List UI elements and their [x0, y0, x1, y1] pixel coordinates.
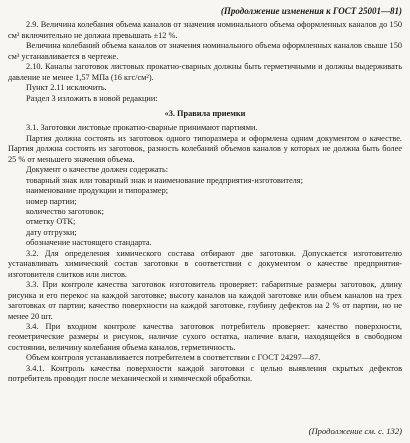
clause-3-1: 3.1. Заготовки листовые прокатно-сварные принимают партиями. — [26, 123, 258, 133]
quality-doc-item: обозначение настоящего стандарта. — [26, 238, 152, 248]
section-title: «3. Правила приемки — [164, 108, 246, 118]
continuation-header: (Продолжение изменения к ГОСТ 25001—81) — [220, 6, 402, 16]
section-3-intro: Раздел 3 изложить в новой редакции: — [26, 93, 158, 103]
clause-3-4-scope: Объем контроля устанавливается потребителем в соответствии с ГОСТ 24297—87. — [26, 353, 321, 363]
quality-doc-item: наименование продукции и типоразмер; — [26, 186, 169, 196]
clause-3-4-1: 3.4.1. Контроль качества поверхности каждой заготовки с целью выявления скрытых дефектов потребитель проводит после механической и химической обработки. — [8, 363, 402, 384]
paragraph-2-10: 2.10. Каналы заготовок листовых прокатно-сварных должны быть герметичными и должны выдерживать давление не менее 1,57 МПа (16 кгс/см²). — [8, 62, 402, 82]
paragraph-2-9-note: Величина колебаний объема каналов от значения номинального объема оформленных каналов свыше 150 см³ устанавливается в чертеже. — [8, 41, 402, 61]
continuation-footer: (Продолжение см. с. 132) — [308, 426, 402, 437]
quality-doc-item: номер партии; — [26, 196, 77, 206]
quality-doc-intro: Документ о качестве должен содержать: — [26, 165, 169, 175]
clause-3-3: 3.3. При контроле качества заготовок изготовитель проверяет: габаритные размеры заготовок, длину рисунка и его перекос на каждой заготовке; высоту каналов на каждой заготовке или объем каналов на трех заготовках от партии; качество поверхности на каждой заготовке, глубину дефектов на 2 % от партии, но не менее 20 шт. — [8, 280, 402, 321]
paragraph-2-11-removed: Пункт 2.11 исключить. — [26, 83, 107, 93]
clause-3-2: 3.2. Для определения химического состава отбирают две заготовки. Допускается изготовителю устанавливать химический состав заготовки в соответствии с документом о качестве предприятия-изготовителя слитков или листов. — [8, 248, 402, 279]
clause-3-1-batch: Партия должна состоять из заготовок одного типоразмера и оформлена одним документом о качестве. Партия должна состоять из заготовок, разность колебаний объемов каналов у которых не должна быть более 25 % от меньшего значения объема. — [8, 133, 402, 164]
quality-doc-item: количество заготовок; — [26, 207, 104, 217]
paragraph-2-9: 2.9. Величина колебания объема каналов от значения номинального объема оформленных каналов до 150 см³ включительно не должна превышать ±12 %. — [8, 20, 402, 40]
quality-doc-item: отметку ОТК; — [26, 217, 76, 227]
clause-3-4: 3.4. При входном контроле качества заготовок потребитель проверяет: качество поверхности, геометрические размеры и рисунок, наличие сухого остатка, наличие влаги, находящейся в свободном состоянии, величину колебания объема каналов, герметичность. — [8, 322, 402, 352]
quality-doc-item: дату отгрузки; — [26, 227, 77, 237]
quality-doc-item: товарный знак или товарный знак и наименование предприятия-изготовителя; — [26, 175, 303, 185]
